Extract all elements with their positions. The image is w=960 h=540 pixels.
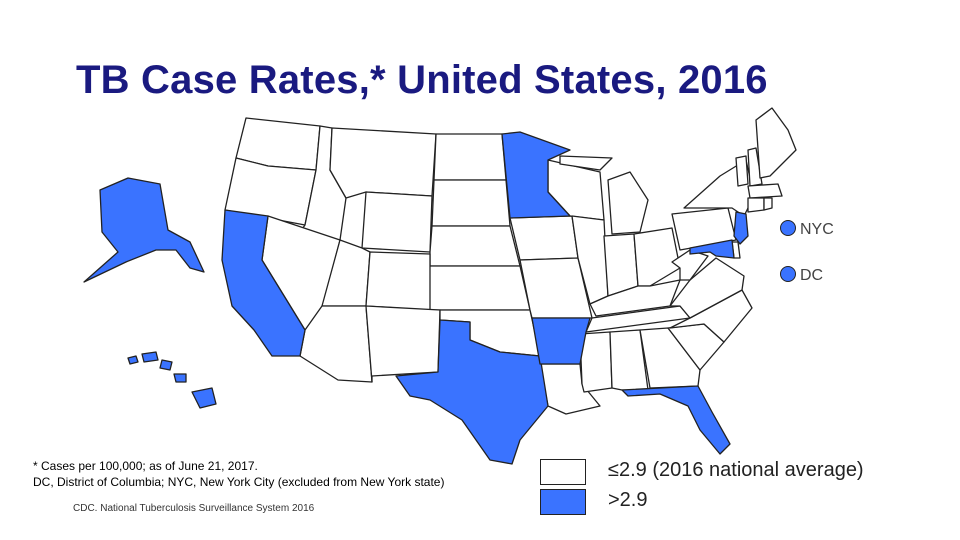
footnote <box>33 458 444 490</box>
source-citation: CDC. National Tuberculosis Surveillance System 2016 <box>73 503 315 514</box>
state-ohio <box>634 228 680 286</box>
state-colorado <box>366 252 430 310</box>
state-wyoming <box>362 192 432 252</box>
state-maine <box>756 108 796 178</box>
state-massachusetts <box>748 184 782 198</box>
legend-item-low <box>540 459 960 487</box>
footnote-line-2: DC, District of Columbia; NYC, New York City (excluded from New York state) <box>33 475 445 489</box>
legend-label-low: ≤2.9 (2016 national average) <box>608 459 864 481</box>
legend-swatch-low <box>540 459 586 485</box>
legend-label-high: >2.9 <box>608 489 648 511</box>
state-vermont <box>736 156 748 186</box>
state-north-dakota <box>434 134 506 180</box>
state-nebraska <box>430 226 520 266</box>
state-connecticut <box>748 198 764 212</box>
marker-dc-label: DC <box>800 267 824 284</box>
state-alaska <box>84 178 204 282</box>
legend-swatch-high <box>540 489 586 515</box>
state-arkansas <box>532 318 590 364</box>
marker-dc <box>781 267 824 285</box>
state-rhode-island <box>764 198 772 210</box>
legend-item-high <box>540 489 960 517</box>
marker-nyc-label: NYC <box>800 221 834 238</box>
map-title: TB Case Rates,* United States, 2016 <box>76 58 768 102</box>
state-south-dakota <box>432 180 510 226</box>
marker-nyc <box>781 221 834 239</box>
footnote-line-1: * Cases per 100,000; as of June 21, 2017. <box>33 459 258 473</box>
state-montana <box>330 128 436 198</box>
state-new-mexico <box>366 306 440 382</box>
state-iowa <box>510 216 578 260</box>
state-indiana <box>604 234 638 296</box>
state-hawaii <box>128 352 216 408</box>
state-new-jersey <box>734 212 748 244</box>
state-florida <box>622 386 730 454</box>
state-kansas <box>424 266 530 310</box>
